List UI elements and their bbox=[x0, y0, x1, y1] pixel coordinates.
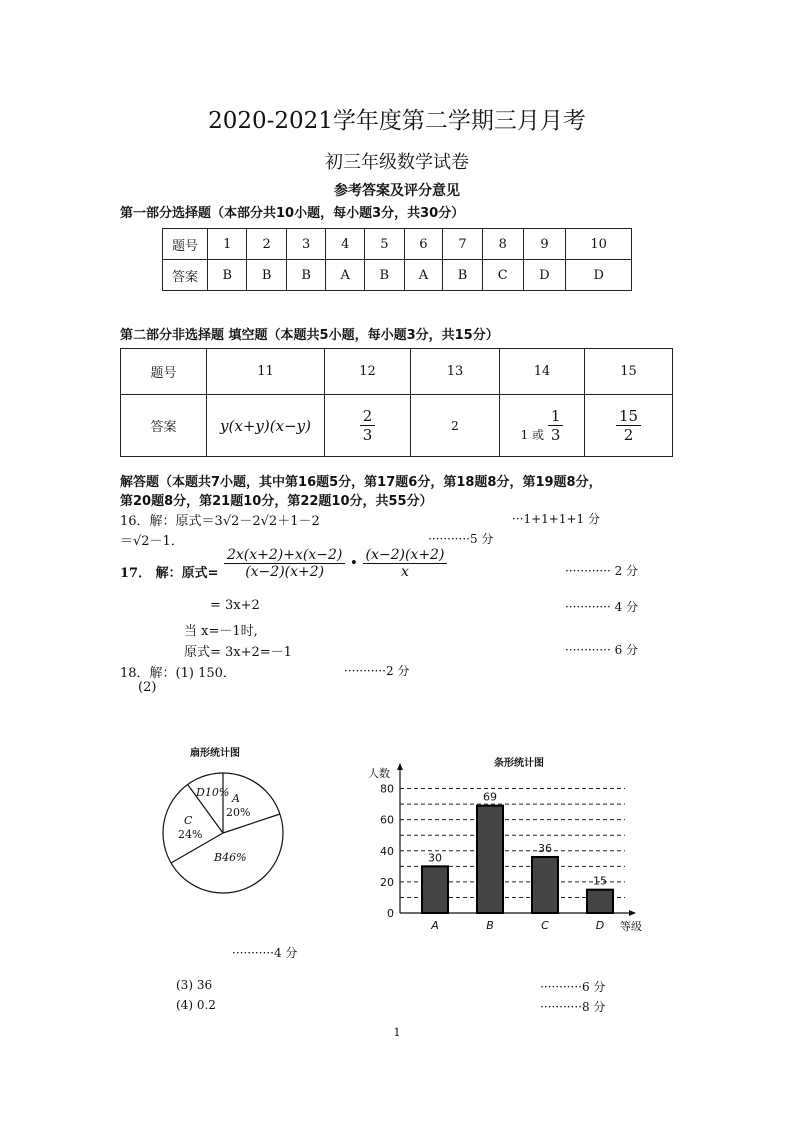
p1-ans-5: B bbox=[365, 260, 404, 291]
answer-heading: 参考答案及评分意见 bbox=[334, 183, 460, 199]
part2-row-answers bbox=[121, 395, 673, 457]
part1-head-ans: 答案 bbox=[163, 260, 208, 291]
bar-A bbox=[422, 866, 448, 913]
p2-num-13: 13 bbox=[411, 349, 500, 395]
p1-ans-1: B bbox=[208, 260, 247, 291]
q17-line4: 原式= 3x+2=－1 bbox=[184, 645, 292, 660]
q17-dot: • bbox=[349, 555, 359, 572]
bar-value-label-D: 15 bbox=[593, 874, 607, 888]
p2-ans-15 bbox=[585, 395, 673, 457]
bar-value-label-A: 30 bbox=[428, 851, 442, 865]
frac12-den: 3 bbox=[360, 425, 376, 444]
p1-num-8: 8 bbox=[482, 229, 523, 260]
bar-B bbox=[477, 806, 503, 913]
q17-num1: 2x(x+2)+x(x−2) bbox=[227, 547, 343, 563]
part2-table bbox=[120, 348, 673, 457]
q17-score3: ············ 6 分 bbox=[565, 643, 639, 657]
p2-ans-14 bbox=[500, 395, 585, 457]
p1-num-5: 5 bbox=[365, 229, 404, 260]
frac15-den: 2 bbox=[616, 425, 641, 444]
bar-chart bbox=[360, 760, 640, 940]
p1-num-10: 10 bbox=[566, 229, 632, 260]
pie-title: 扇形统计图 bbox=[190, 748, 240, 759]
p1-num-9: 9 bbox=[523, 229, 566, 260]
p1-ans-7: B bbox=[443, 260, 482, 291]
p1-num-7: 7 bbox=[443, 229, 482, 260]
q18-line4: (4) 0.2 bbox=[176, 998, 216, 1012]
p1-ans-9: D bbox=[523, 260, 566, 291]
pie-label-c-pct: 24% bbox=[178, 828, 203, 841]
q17-den1: (x−2)(x+2) bbox=[224, 563, 345, 580]
frac12-num: 2 bbox=[362, 407, 373, 425]
q17-den2: x bbox=[363, 563, 448, 580]
part1-title: 第一部分选择题（本部分共10小题，每小题3分，共30分） bbox=[120, 206, 465, 221]
p2-num-14: 14 bbox=[500, 349, 585, 395]
part2-head-ans: 答案 bbox=[121, 395, 207, 457]
p1-ans-10: D bbox=[566, 260, 632, 291]
x-tick-label-C: C bbox=[541, 919, 549, 932]
part2-title: 第二部分非选择题 填空题（本题共5小题，每小题3分，共15分） bbox=[120, 328, 499, 343]
part2-row-numbers bbox=[121, 349, 673, 395]
q18-score3: ···········6 分 bbox=[540, 980, 606, 994]
bar-value-label-C: 36 bbox=[538, 842, 552, 855]
q18-line1: 18．解：(1) 150． bbox=[120, 666, 236, 681]
x-axis-arrow bbox=[629, 910, 636, 916]
p2-ans-13: 2 bbox=[411, 395, 500, 457]
p1-ans-3: B bbox=[286, 260, 325, 291]
q17-line3: 当 x=－1时, bbox=[184, 624, 258, 639]
p2-ans-12 bbox=[325, 395, 411, 457]
x-tick-label-B: B bbox=[486, 919, 494, 932]
pie-label-c-name: C bbox=[184, 814, 193, 827]
bar-chart-title: 条形统计图 bbox=[494, 758, 544, 769]
q17-label: 17． 解：原式= bbox=[120, 566, 219, 581]
bar-value-label-B: 69 bbox=[483, 790, 497, 804]
p1-num-1: 1 bbox=[208, 229, 247, 260]
p1-num-6: 6 bbox=[404, 229, 443, 260]
p1-num-4: 4 bbox=[326, 229, 365, 260]
p2-num-15: 15 bbox=[585, 349, 673, 395]
p1-num-3: 3 bbox=[286, 229, 325, 260]
q16-line1: 16．解：原式＝3√2－2√2＋1－2 bbox=[120, 514, 320, 529]
doc-title: 2020-2021学年度第二学期三月月考 bbox=[208, 108, 586, 134]
y-tick-label-40: 40 bbox=[380, 844, 394, 858]
q17-expression bbox=[224, 547, 447, 580]
ans14-prefix: 1 或 bbox=[520, 428, 545, 442]
frac14-num: 1 bbox=[550, 407, 561, 425]
p1-num-2: 2 bbox=[247, 229, 286, 260]
q18-score1: ···········2 分 bbox=[344, 664, 410, 678]
q18-score2: ···········4 分 bbox=[232, 946, 298, 960]
q16-score2: ···········5 分 bbox=[428, 532, 494, 546]
bar-chart-ylabel: 人数 bbox=[368, 767, 390, 780]
q17-num2: (x−2)(x+2) bbox=[365, 547, 445, 563]
q16-score1: ···1+1+1+1 分 bbox=[512, 512, 600, 526]
pie-label-a-name: A bbox=[232, 792, 240, 805]
part1-row-numbers bbox=[163, 229, 632, 260]
p2-ans-11: y(x+y)(x−y) bbox=[207, 395, 325, 457]
q18-line3: (3) 36 bbox=[176, 978, 213, 992]
p1-ans-6: A bbox=[404, 260, 443, 291]
y-tick-label-20: 20 bbox=[380, 875, 394, 889]
x-tick-label-A: A bbox=[431, 919, 439, 932]
q17-score1: ············ 2 分 bbox=[565, 564, 639, 578]
part1-head-num: 题号 bbox=[163, 229, 208, 260]
part2-head-num: 题号 bbox=[121, 349, 207, 395]
pie-label-a-pct: 20% bbox=[226, 806, 251, 819]
q16-line2: ＝√2－1． bbox=[120, 534, 184, 549]
q18-score4: ···········8 分 bbox=[540, 1000, 606, 1014]
q18-line2: (2) bbox=[138, 680, 157, 695]
q17-fraction-2 bbox=[363, 547, 448, 580]
pie-label-b: B46% bbox=[214, 851, 247, 864]
y-tick-label-80: 80 bbox=[380, 782, 394, 796]
p1-ans-2: B bbox=[247, 260, 286, 291]
x-tick-label-D: D bbox=[595, 919, 605, 932]
frac15-num: 15 bbox=[618, 407, 639, 425]
bar-D bbox=[587, 890, 613, 913]
solve-title-line1: 解答题（本题共7小题，其中第16题5分，第17题6分，第18题8分，第19题8分， bbox=[120, 475, 602, 490]
doc-subtitle: 初三年级数学试卷 bbox=[325, 152, 469, 173]
fraction-14 bbox=[548, 407, 564, 444]
fraction-12 bbox=[360, 407, 376, 444]
pie-label-d: D10% bbox=[196, 786, 230, 799]
part1-table bbox=[162, 228, 632, 291]
q17-score2: ············ 4 分 bbox=[565, 600, 639, 614]
q17-line2: = 3x+2 bbox=[210, 598, 260, 613]
part1-row-answers bbox=[163, 260, 632, 291]
q17-fraction-1 bbox=[224, 547, 345, 580]
page-number: 1 bbox=[393, 1026, 401, 1039]
y-tick-label-0: 0 bbox=[387, 907, 394, 920]
y-axis-arrow bbox=[397, 763, 403, 770]
bar-C bbox=[532, 857, 558, 913]
bar-chart-xlabel: 等级 bbox=[620, 920, 642, 933]
p1-ans-4: A bbox=[326, 260, 365, 291]
p1-ans-8: C bbox=[482, 260, 523, 291]
p2-num-11: 11 bbox=[207, 349, 325, 395]
y-tick-label-60: 60 bbox=[380, 813, 394, 827]
p2-num-12: 12 bbox=[325, 349, 411, 395]
frac14-den: 3 bbox=[548, 425, 564, 444]
solve-title-line2: 第20题8分，第21题10分，第22题10分，共55分） bbox=[120, 494, 433, 509]
fraction-15 bbox=[616, 407, 641, 444]
